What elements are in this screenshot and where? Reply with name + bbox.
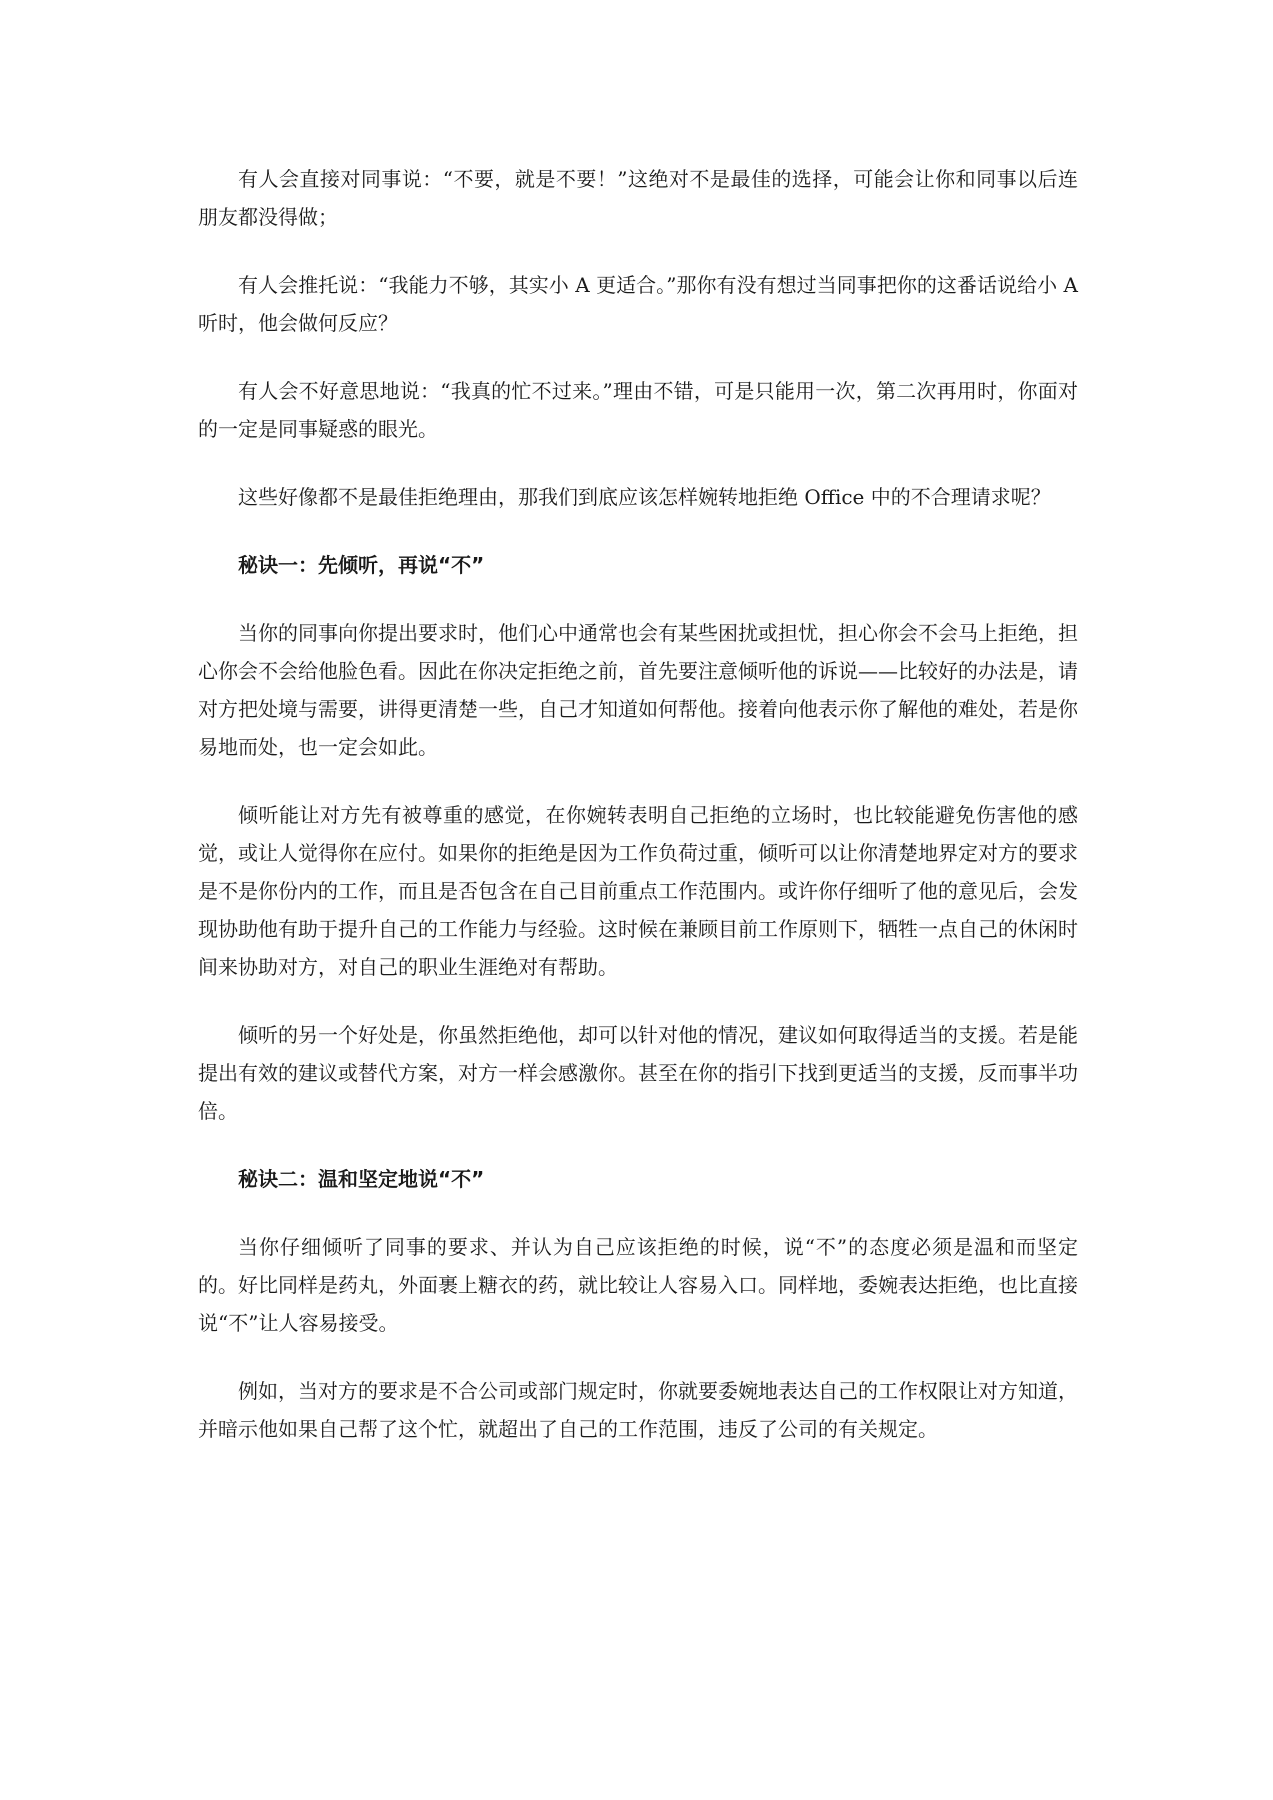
section-heading: 秘诀一：先倾听，再说“不” [238, 553, 485, 577]
paragraph: 有人会不好意思地说：“我真的忙不过来。”理由不错，可是只能用一次，第二次再用时，你面对的一定是同事疑惑的眼光。 [198, 379, 1078, 441]
document-body [198, 160, 1078, 1478]
paragraph: 有人会直接对同事说：“不要，就是不要！”这绝对不是最佳的选择，可能会让你和同事以后连朋友都没得做； [198, 167, 1078, 229]
paragraph: 这些好像都不是最佳拒绝理由，那我们到底应该怎样婉转地拒绝 Office 中的不合理请求呢？ [238, 485, 1051, 509]
paragraph: 当你的同事向你提出要求时，他们心中通常也会有某些困扰或担忧，担心你会不会马上拒绝，担心你会不会给他脸色看。因此在你决定拒绝之前，首先要注意倾听他的诉说——比较好的办法是，请对方把处境与需要，讲得更清楚一些，自己才知道如何帮他。接着向他表示你了解他的难处，若是你易地而处，也一定会如此。 [198, 621, 1078, 759]
paragraph: 当你仔细倾听了同事的要求、并认为自己应该拒绝的时候，说“不”的态度必须是温和而坚定的。好比同样是药丸，外面裹上糖衣的药，就比较让人容易入口。同样地，委婉表达拒绝，也比直接说“不”让人容易接受。 [198, 1235, 1078, 1335]
paragraph: 倾听能让对方先有被尊重的感觉，在你婉转表明自己拒绝的立场时，也比较能避免伤害他的感觉，或让人觉得你在应付。如果你的拒绝是因为工作负荷过重，倾听可以让你清楚地界定对方的要求是不是你份内的工作，而且是否包含在自己目前重点工作范围内。或许你仔细听了他的意见后，会发现协助他有助于提升自己的工作能力与经验。这时候在兼顾目前工作原则下，牺牲一点自己的休闲时间来协助对方，对自己的职业生涯绝对有帮助。 [198, 803, 1078, 979]
section-heading: 秘诀二：温和坚定地说“不” [238, 1167, 485, 1191]
paragraph: 例如，当对方的要求是不合公司或部门规定时，你就要委婉地表达自己的工作权限让对方知道，并暗示他如果自己帮了这个忙，就超出了自己的工作范围，违反了公司的有关规定。 [198, 1379, 1078, 1441]
paragraph: 有人会推托说：“我能力不够，其实小 A 更适合。”那你有没有想过当同事把你的这番话说给小 A 听时，他会做何反应？ [198, 273, 1078, 335]
paragraph: 倾听的另一个好处是，你虽然拒绝他，却可以针对他的情况，建议如何取得适当的支援。若是能提出有效的建议或替代方案，对方一样会感激你。甚至在你的指引下找到更适当的支援，反而事半功倍。 [198, 1023, 1078, 1123]
